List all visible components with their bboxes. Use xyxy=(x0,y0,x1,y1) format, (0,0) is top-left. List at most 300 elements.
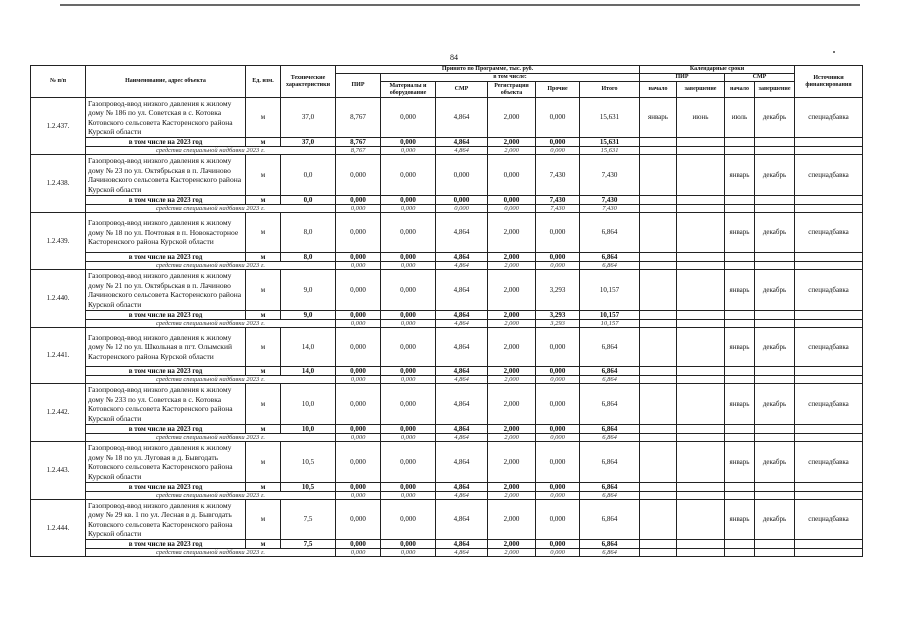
empty-cell xyxy=(677,262,725,270)
unit-cell: м xyxy=(246,98,281,138)
subsidy-other: 0,000 xyxy=(536,549,580,557)
empty-cell xyxy=(795,434,863,442)
year-total-unit: м xyxy=(246,138,281,147)
empty-cell xyxy=(755,483,795,492)
empty-cell xyxy=(677,376,725,384)
year-total-pir: 8,767 xyxy=(336,138,381,147)
smr-cell: 4,864 xyxy=(436,442,488,483)
table-row xyxy=(31,384,863,425)
source-cell: спецнадбавка xyxy=(795,155,863,196)
pir-end-cell xyxy=(677,328,725,367)
smr-end-cell: декабрь xyxy=(755,384,795,425)
empty-cell xyxy=(640,320,677,328)
year-total-label: в том числе на 2023 год xyxy=(86,311,246,320)
subsidy-smr: 4,864 xyxy=(436,549,488,557)
subsidy-pir: 0,000 xyxy=(336,320,381,328)
registration-cell: 2,000 xyxy=(488,328,536,367)
year-total-total: 6,864 xyxy=(580,425,640,434)
source-cell: спецнадбавка xyxy=(795,442,863,483)
year-total-pir: 0,000 xyxy=(336,253,381,262)
year-total-row xyxy=(31,138,863,147)
row-number: 1.2.437. xyxy=(31,98,86,155)
smr-start-cell: январь xyxy=(725,384,755,425)
empty-cell xyxy=(755,205,795,213)
unit-cell: м xyxy=(246,328,281,367)
subsidy-materials: 0,000 xyxy=(381,376,436,384)
subsidy-materials: 0,000 xyxy=(381,320,436,328)
subsidy-pir: 8,767 xyxy=(336,147,381,155)
subsidy-other: 0,000 xyxy=(536,262,580,270)
empty-cell xyxy=(677,425,725,434)
table-header xyxy=(31,66,863,98)
smr-end-cell: декабрь xyxy=(755,155,795,196)
empty-cell xyxy=(677,147,725,155)
year-total-unit: м xyxy=(246,483,281,492)
year-total-tech: 37,0 xyxy=(281,138,336,147)
subsidy-total: 10,157 xyxy=(580,320,640,328)
subsidy-total: 6,864 xyxy=(580,376,640,384)
empty-cell xyxy=(640,253,677,262)
year-total-registration: 2,000 xyxy=(488,311,536,320)
year-total-tech: 7,5 xyxy=(281,540,336,549)
unit-cell: м xyxy=(246,500,281,540)
total-cell: 6,864 xyxy=(580,384,640,425)
empty-cell xyxy=(755,147,795,155)
year-total-registration: 2,000 xyxy=(488,367,536,376)
empty-cell xyxy=(795,549,863,557)
table-row xyxy=(31,213,863,253)
pir-cell: 0,000 xyxy=(336,384,381,425)
year-total-tech: 8,0 xyxy=(281,253,336,262)
empty-cell xyxy=(795,425,863,434)
empty-cell xyxy=(725,425,755,434)
total-header: Итого xyxy=(580,82,640,98)
subsidy-registration: 2,000 xyxy=(488,434,536,442)
subsidy-smr: 4,864 xyxy=(436,147,488,155)
other-cell: 0,000 xyxy=(536,213,580,253)
other-cell: 0,000 xyxy=(536,442,580,483)
smr-cell: 4,864 xyxy=(436,98,488,138)
pir-start-cell: январь xyxy=(640,98,677,138)
empty-cell xyxy=(640,434,677,442)
smr-end-header: завершение xyxy=(755,82,795,98)
registration-cell: 2,000 xyxy=(488,270,536,311)
pir-cell: 0,000 xyxy=(336,270,381,311)
subsidy-total: 15,631 xyxy=(580,147,640,155)
other-cell: 0,000 xyxy=(536,500,580,540)
subsidy-registration: 2,000 xyxy=(488,320,536,328)
empty-cell xyxy=(640,492,677,500)
other-header: Прочие xyxy=(536,82,580,98)
year-total-smr: 4,864 xyxy=(436,138,488,147)
object-name: Газопровод-ввод низкого давления к жилому дому № 18 по ул. Почтовая в п. Новокасторное Касторенского района Курской области xyxy=(86,213,246,253)
pir-start-cell xyxy=(640,442,677,483)
program-table xyxy=(30,65,863,557)
year-total-materials: 0,000 xyxy=(381,425,436,434)
subsidy-registration: 0,000 xyxy=(488,205,536,213)
year-total-registration: 2,000 xyxy=(488,483,536,492)
year-total-tech: 10,5 xyxy=(281,483,336,492)
empty-cell xyxy=(795,367,863,376)
total-cell: 15,631 xyxy=(580,98,640,138)
year-total-other: 0,000 xyxy=(536,253,580,262)
year-total-pir: 0,000 xyxy=(336,367,381,376)
empty-cell xyxy=(795,492,863,500)
other-cell: 0,000 xyxy=(536,328,580,367)
tech-cell: 37,0 xyxy=(281,98,336,138)
empty-cell xyxy=(677,540,725,549)
year-total-materials: 0,000 xyxy=(381,540,436,549)
smr-start-cell: январь xyxy=(725,270,755,311)
subsidy-pir: 0,000 xyxy=(336,492,381,500)
tech-cell: 0,0 xyxy=(281,155,336,196)
object-name: Газопровод-ввод низкого давления к жилому дому № 12 по ул. Школьная в пгт. Олымский Касторенского района Курской области xyxy=(86,328,246,367)
year-total-total: 10,157 xyxy=(580,311,640,320)
subsidy-other: 3,293 xyxy=(536,320,580,328)
year-total-pir: 0,000 xyxy=(336,483,381,492)
year-total-total: 6,864 xyxy=(580,483,640,492)
subsidy-row xyxy=(31,262,863,270)
pir-start-cell xyxy=(640,384,677,425)
empty-cell xyxy=(795,311,863,320)
unit-cell: м xyxy=(246,442,281,483)
empty-cell xyxy=(755,367,795,376)
pir-start-header: начало xyxy=(640,82,677,98)
year-total-total: 15,631 xyxy=(580,138,640,147)
other-cell: 7,430 xyxy=(536,155,580,196)
smr-cell: 4,864 xyxy=(436,500,488,540)
empty-cell xyxy=(640,367,677,376)
total-cell: 6,864 xyxy=(580,442,640,483)
unit-cell: м xyxy=(246,213,281,253)
year-total-pir: 0,000 xyxy=(336,196,381,205)
empty-cell xyxy=(677,320,725,328)
table-row xyxy=(31,270,863,311)
empty-cell xyxy=(640,483,677,492)
pir-start-cell xyxy=(640,213,677,253)
smr-start-cell: январь xyxy=(725,500,755,540)
subsidy-row xyxy=(31,549,863,557)
empty-cell xyxy=(755,540,795,549)
tech-cell: 10,5 xyxy=(281,442,336,483)
registration-cell: 0,000 xyxy=(488,155,536,196)
empty-cell xyxy=(795,205,863,213)
subsidy-materials: 0,000 xyxy=(381,205,436,213)
smr-end-cell: декабрь xyxy=(755,442,795,483)
year-total-unit: м xyxy=(246,196,281,205)
subsidy-row xyxy=(31,434,863,442)
subsidy-registration: 2,000 xyxy=(488,549,536,557)
empty-cell xyxy=(640,147,677,155)
source-cell: спецнадбавка xyxy=(795,500,863,540)
smr-start-cell: январь xyxy=(725,442,755,483)
empty-cell xyxy=(677,549,725,557)
year-total-registration: 0,000 xyxy=(488,196,536,205)
empty-cell xyxy=(795,196,863,205)
year-total-label: в том числе на 2023 год xyxy=(86,540,246,549)
pir-start-cell xyxy=(640,500,677,540)
empty-cell xyxy=(755,425,795,434)
empty-cell xyxy=(640,425,677,434)
materials-cell: 0,000 xyxy=(381,155,436,196)
year-total-row xyxy=(31,253,863,262)
year-total-smr: 4,864 xyxy=(436,367,488,376)
year-total-row xyxy=(31,425,863,434)
subsidy-materials: 0,000 xyxy=(381,434,436,442)
table-body xyxy=(31,98,863,557)
col-unit-header: Ед. изм. xyxy=(246,66,281,98)
year-total-unit: м xyxy=(246,367,281,376)
smr-end-cell: декабрь xyxy=(755,98,795,138)
object-name: Газопровод-ввод низкого давления к жилому дому № 29 кв. 1 по ул. Лесная в д. Бывгодать Котовского сельсовета Касторенского района Курской области xyxy=(86,500,246,540)
year-total-total: 6,864 xyxy=(580,540,640,549)
empty-cell xyxy=(725,376,755,384)
tech-cell: 9,0 xyxy=(281,270,336,311)
registration-cell: 2,000 xyxy=(488,500,536,540)
materials-header: Материалы и оборудование xyxy=(381,82,436,98)
year-total-total: 6,864 xyxy=(580,367,640,376)
year-total-smr: 4,864 xyxy=(436,483,488,492)
year-total-tech: 0,0 xyxy=(281,196,336,205)
col-name-header: Наименование, адрес объекта xyxy=(86,66,246,98)
source-cell: спецнадбавка xyxy=(795,328,863,367)
object-name: Газопровод-ввод низкого давления к жилому дому № 18 по ул. Луговая в д. Бывгодать Котовского сельсовета Касторенского района Курской области xyxy=(86,442,246,483)
row-number: 1.2.444. xyxy=(31,500,86,557)
empty-cell xyxy=(725,367,755,376)
subsidy-registration: 2,000 xyxy=(488,262,536,270)
subsidy-materials: 0,000 xyxy=(381,147,436,155)
empty-cell xyxy=(755,549,795,557)
subsidy-row xyxy=(31,205,863,213)
empty-cell xyxy=(755,138,795,147)
other-cell: 0,000 xyxy=(536,98,580,138)
year-total-other: 7,430 xyxy=(536,196,580,205)
tech-cell: 10,0 xyxy=(281,384,336,425)
incl-header: в том числе: xyxy=(381,74,640,82)
subsidy-label: средства специальной надбавки 2023 г. xyxy=(86,205,336,213)
registration-cell: 2,000 xyxy=(488,442,536,483)
smr-start-cell: январь xyxy=(725,155,755,196)
empty-cell xyxy=(725,320,755,328)
empty-cell xyxy=(755,311,795,320)
subsidy-total: 6,864 xyxy=(580,549,640,557)
year-total-registration: 2,000 xyxy=(488,540,536,549)
year-total-row xyxy=(31,196,863,205)
empty-cell xyxy=(640,138,677,147)
page-number: 84 xyxy=(450,53,458,62)
empty-cell xyxy=(795,147,863,155)
empty-cell xyxy=(677,205,725,213)
smr-cell: 4,864 xyxy=(436,270,488,311)
subsidy-smr: 0,000 xyxy=(436,205,488,213)
year-total-registration: 2,000 xyxy=(488,425,536,434)
subsidy-other: 0,000 xyxy=(536,492,580,500)
pir-start-cell xyxy=(640,155,677,196)
source-header: Источники финансирования xyxy=(795,66,863,98)
year-total-unit: м xyxy=(246,425,281,434)
smr-end-cell: декабрь xyxy=(755,213,795,253)
smr-cell: 0,000 xyxy=(436,155,488,196)
pir-end-cell xyxy=(677,442,725,483)
empty-cell xyxy=(725,549,755,557)
smr-end-cell: декабрь xyxy=(755,500,795,540)
year-total-registration: 2,000 xyxy=(488,253,536,262)
subsidy-row xyxy=(31,147,863,155)
subsidy-materials: 0,000 xyxy=(381,549,436,557)
subsidy-label: средства специальной надбавки 2023 г. xyxy=(86,434,336,442)
subsidy-other: 0,000 xyxy=(536,147,580,155)
empty-cell xyxy=(640,311,677,320)
year-total-materials: 0,000 xyxy=(381,138,436,147)
tech-cell: 7,5 xyxy=(281,500,336,540)
empty-cell xyxy=(795,262,863,270)
empty-cell xyxy=(725,540,755,549)
source-cell: спецнадбавка xyxy=(795,384,863,425)
total-cell: 6,864 xyxy=(580,328,640,367)
empty-cell xyxy=(725,205,755,213)
object-name: Газопровод-ввод низкого давления к жилому дому № 233 по ул. Советская в с. Котовка Котовского сельсовета Касторенского района Курской области xyxy=(86,384,246,425)
year-total-smr: 0,000 xyxy=(436,196,488,205)
cal-pir-header: ПИР xyxy=(640,74,725,82)
subsidy-registration: 2,000 xyxy=(488,492,536,500)
subsidy-label: средства специальной надбавки 2023 г. xyxy=(86,376,336,384)
subsidy-other: 7,430 xyxy=(536,205,580,213)
empty-cell xyxy=(795,376,863,384)
materials-cell: 0,000 xyxy=(381,500,436,540)
row-number: 1.2.440. xyxy=(31,270,86,328)
subsidy-row xyxy=(31,320,863,328)
year-total-smr: 4,864 xyxy=(436,311,488,320)
table-row xyxy=(31,98,863,138)
registration-cell: 2,000 xyxy=(488,384,536,425)
year-total-unit: м xyxy=(246,253,281,262)
subsidy-label: средства специальной надбавки 2023 г. xyxy=(86,262,336,270)
subsidy-pir: 0,000 xyxy=(336,205,381,213)
table-row xyxy=(31,442,863,483)
year-total-label: в том числе на 2023 год xyxy=(86,483,246,492)
year-total-smr: 4,864 xyxy=(436,540,488,549)
subsidy-total: 6,864 xyxy=(580,262,640,270)
year-total-row xyxy=(31,311,863,320)
subsidy-materials: 0,000 xyxy=(381,492,436,500)
year-total-unit: м xyxy=(246,540,281,549)
pir-cell: 0,000 xyxy=(336,155,381,196)
empty-cell xyxy=(755,320,795,328)
table-row xyxy=(31,328,863,367)
pir-cell: 0,000 xyxy=(336,328,381,367)
row-number: 1.2.439. xyxy=(31,213,86,270)
subsidy-materials: 0,000 xyxy=(381,262,436,270)
row-number: 1.2.438. xyxy=(31,155,86,213)
year-total-smr: 4,864 xyxy=(436,253,488,262)
smr-end-cell: декабрь xyxy=(755,328,795,367)
subsidy-label: средства специальной надбавки 2023 г. xyxy=(86,320,336,328)
empty-cell xyxy=(725,147,755,155)
empty-cell xyxy=(795,138,863,147)
total-cell: 6,864 xyxy=(580,213,640,253)
year-total-label: в том числе на 2023 год xyxy=(86,425,246,434)
smr-cell: 4,864 xyxy=(436,213,488,253)
smr-end-cell: декабрь xyxy=(755,270,795,311)
subsidy-smr: 4,864 xyxy=(436,262,488,270)
empty-cell xyxy=(677,492,725,500)
pir-start-cell xyxy=(640,328,677,367)
year-total-materials: 0,000 xyxy=(381,253,436,262)
year-total-pir: 0,000 xyxy=(336,540,381,549)
other-cell: 0,000 xyxy=(536,384,580,425)
total-cell: 7,430 xyxy=(580,155,640,196)
empty-cell xyxy=(755,196,795,205)
year-total-other: 3,293 xyxy=(536,311,580,320)
subsidy-pir: 0,000 xyxy=(336,262,381,270)
registration-header: Регистрация объекта xyxy=(488,82,536,98)
empty-cell xyxy=(725,434,755,442)
pir-cell: 0,000 xyxy=(336,213,381,253)
empty-cell xyxy=(755,376,795,384)
empty-cell xyxy=(640,549,677,557)
empty-cell xyxy=(640,376,677,384)
page-top-border xyxy=(60,4,860,6)
cal-smr-header: СМР xyxy=(725,74,795,82)
subsidy-total: 7,430 xyxy=(580,205,640,213)
source-cell: спецнадбавка xyxy=(795,98,863,138)
col-tech-header: Технические характеристики xyxy=(281,66,336,98)
empty-cell xyxy=(795,540,863,549)
smr-start-cell: январь xyxy=(725,328,755,367)
year-total-other: 0,000 xyxy=(536,540,580,549)
year-total-pir: 0,000 xyxy=(336,425,381,434)
materials-cell: 0,000 xyxy=(381,270,436,311)
unit-cell: м xyxy=(246,270,281,311)
other-cell: 3,293 xyxy=(536,270,580,311)
unit-cell: м xyxy=(246,155,281,196)
subsidy-smr: 4,864 xyxy=(436,434,488,442)
empty-cell xyxy=(755,262,795,270)
empty-cell xyxy=(677,434,725,442)
pir-cell: 0,000 xyxy=(336,500,381,540)
subsidy-total: 6,864 xyxy=(580,434,640,442)
year-total-materials: 0,000 xyxy=(381,367,436,376)
year-total-pir: 0,000 xyxy=(336,311,381,320)
subsidy-other: 0,000 xyxy=(536,376,580,384)
subsidy-registration: 2,000 xyxy=(488,376,536,384)
empty-cell xyxy=(677,196,725,205)
pir-end-cell: июнь xyxy=(677,98,725,138)
subsidy-label: средства специальной надбавки 2023 г. xyxy=(86,147,336,155)
subsidy-label: средства специальной надбавки 2023 г. xyxy=(86,549,336,557)
subsidy-row xyxy=(31,376,863,384)
year-total-other: 0,000 xyxy=(536,425,580,434)
year-total-label: в том числе на 2023 год xyxy=(86,196,246,205)
year-total-total: 7,430 xyxy=(580,196,640,205)
materials-cell: 0,000 xyxy=(381,442,436,483)
unit-cell: м xyxy=(246,384,281,425)
subsidy-pir: 0,000 xyxy=(336,434,381,442)
row-number: 1.2.442. xyxy=(31,384,86,442)
scan-speck xyxy=(833,51,835,53)
year-total-materials: 0,000 xyxy=(381,311,436,320)
smr-cell: 4,864 xyxy=(436,384,488,425)
year-total-tech: 10,0 xyxy=(281,425,336,434)
smr-start-header: начало xyxy=(725,82,755,98)
total-cell: 10,157 xyxy=(580,270,640,311)
row-number: 1.2.441. xyxy=(31,328,86,384)
smr-start-cell: июль xyxy=(725,98,755,138)
object-name: Газопровод-ввод низкого давления к жилому дому № 23 по ул. Октябрьская в п. Лачиново Лачиновского сельсовета Касторенского района Курской области xyxy=(86,155,246,196)
empty-cell xyxy=(755,492,795,500)
empty-cell xyxy=(640,205,677,213)
year-total-materials: 0,000 xyxy=(381,196,436,205)
